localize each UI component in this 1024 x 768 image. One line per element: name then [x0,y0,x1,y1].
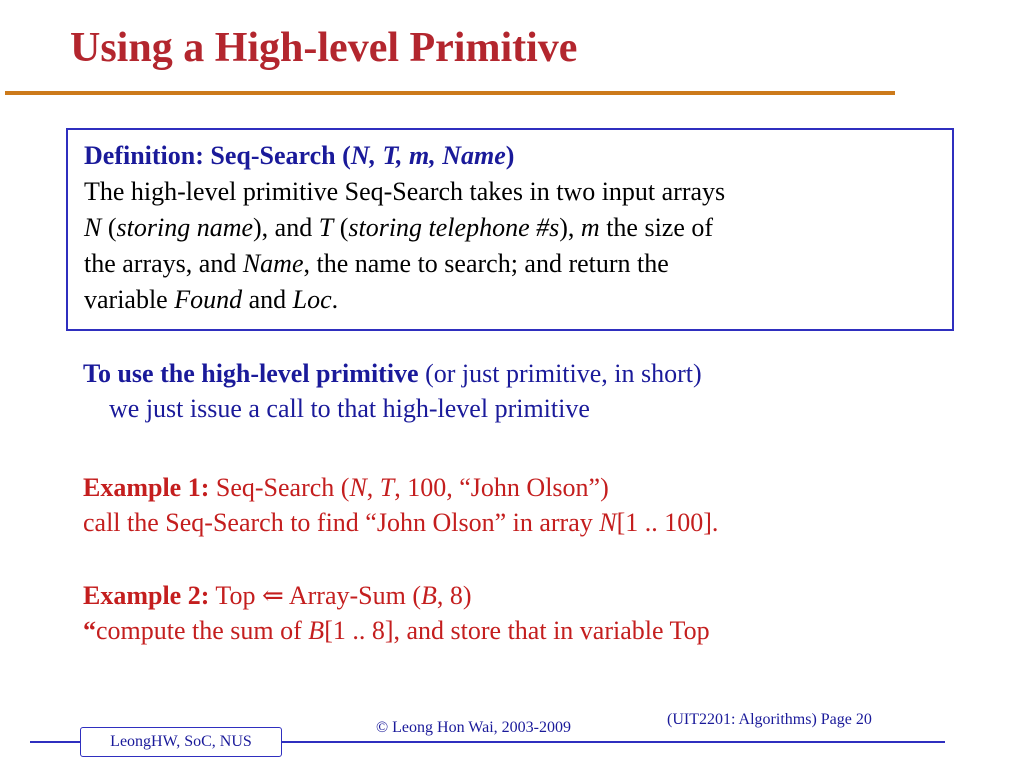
var-found: Found [174,285,243,314]
text: call the Seq-Search to find “John Olson” in array [83,508,600,537]
text: Top [209,581,262,610]
footer-author-box: LeongHW, SoC, NUS [80,727,282,757]
text: the arrays, and [84,249,243,278]
text: and [242,285,293,314]
left-double-arrow-icon: ⇐ [262,581,284,610]
open-quote: “ [83,616,96,645]
text: Seq-Search ( [209,473,350,502]
var-loc: Loc [292,285,332,314]
example-2-line-1 [83,578,710,613]
text: . [331,285,339,314]
text: variable [84,285,175,314]
definition-line-1: The high-level primitive Seq-Search takes in two input arrays [84,177,726,206]
var-m: m [580,213,600,242]
text: , 8) [436,581,472,610]
example-1 [83,470,718,540]
definition-line-2 [84,210,938,246]
text: , [366,473,380,502]
example-1-line-1 [83,470,718,505]
example-1-line-2 [83,505,718,540]
example-2 [83,578,710,648]
text: the size of [599,213,714,242]
var-t: T [318,213,334,242]
note-storing-name: storing name [116,213,254,242]
definition-heading-label: Definition: Seq-Search ( [84,141,351,170]
var-n: N [84,213,102,242]
text: , the name to search; and return the [303,249,669,278]
text: compute the sum of [96,616,309,645]
usage-paragraph [83,356,702,426]
slide-title: Using a High-level Primitive [70,25,578,71]
text: ), and [253,213,319,242]
example-2-line-2 [83,613,710,648]
example-2-var-b: B [421,581,437,610]
usage-line-1 [83,356,702,391]
text: Array-Sum ( [283,581,421,610]
var-name: Name [242,249,304,278]
text: ), [559,213,581,242]
note-storing-telephone: storing telephone #s [348,213,560,242]
definition-line-3 [84,246,938,282]
example-1-var-n: N [349,473,367,502]
example-1-desc-var-n: N [599,508,617,537]
definition-line-4 [84,282,938,318]
footer-page-number: (UIT2201: Algorithms) Page 20 [667,711,872,728]
usage-rest-text: (or just primitive, in short) [418,359,702,388]
example-1-label: Example 1: [83,473,210,502]
text: [1 .. 8], and store that in variable Top [324,616,710,645]
usage-bold-text: To use the high-level primitive [83,359,419,388]
definition-heading [84,138,938,174]
text: ( [101,213,117,242]
definition-heading-close: ) [505,141,515,170]
text: [1 .. 100]. [616,508,719,537]
example-2-label: Example 2: [83,581,210,610]
definition-box [66,128,954,331]
definition-heading-params: N, T, m, Name [350,141,506,170]
example-1-var-t: T [379,473,395,502]
footer-copyright: © Leong Hon Wai, 2003-2009 [376,719,571,736]
example-2-desc-var-b: B [308,616,325,645]
text: ( [333,213,349,242]
title-underline [5,91,895,95]
usage-line-2: we just issue a call to that high-level primitive [109,394,590,423]
text: , 100, “John Olson”) [394,473,609,502]
